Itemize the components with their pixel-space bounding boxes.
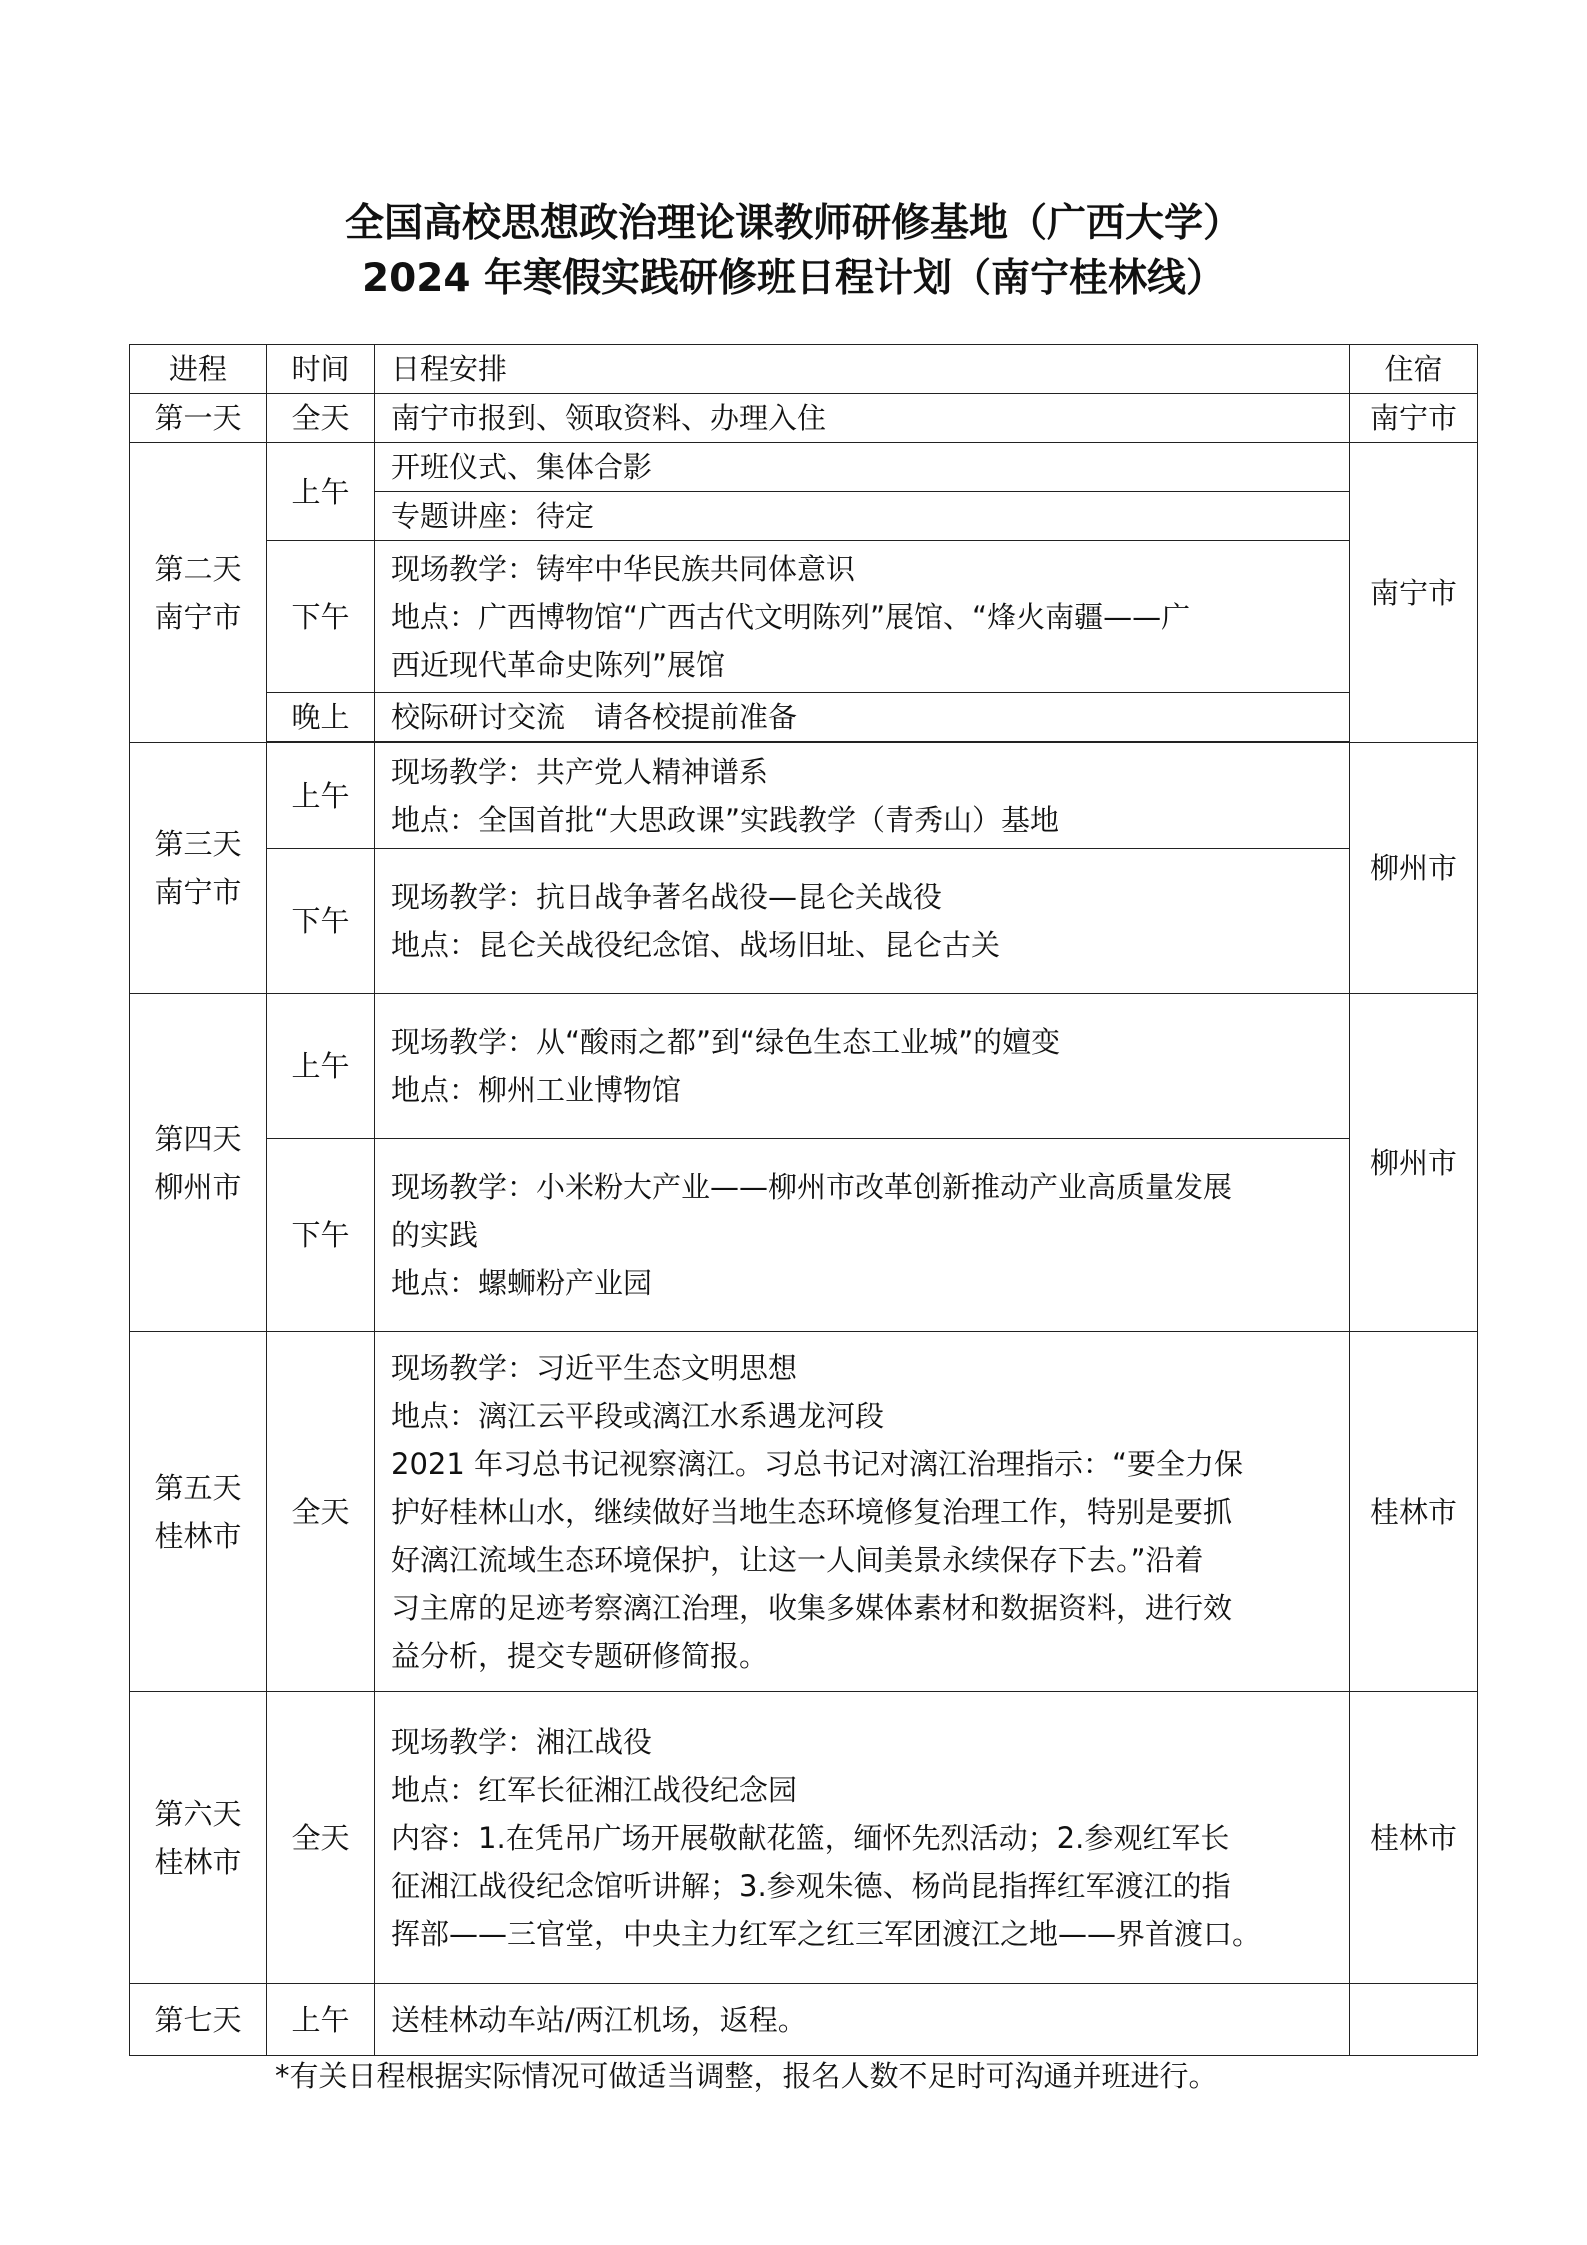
table-row [130, 394, 1478, 443]
day6-line3: 内容：1.在凭吊广场开展敬献花篮，缅怀先烈活动；2.参观红军长 [391, 1820, 1230, 1855]
day5-line1: 现场教学：习近平生态文明思想 [391, 1350, 798, 1385]
day1-label: 第一天 [130, 394, 267, 443]
day2-lodging: 南宁市 [1350, 443, 1478, 743]
day5-lodging: 桂林市 [1350, 1332, 1478, 1692]
day6-lodging: 桂林市 [1350, 1692, 1478, 1984]
day5-line4: 护好桂林山水，继续做好当地生态环境修复治理工作，特别是要抓 [391, 1494, 1233, 1529]
day6-plan-cell [375, 1692, 1350, 1984]
day5-line6: 习主席的足迹考察漓江治理，收集多媒体素材和数据资料，进行效 [391, 1590, 1233, 1625]
table-row [130, 541, 1478, 693]
day4-am-line1: 现场教学：从“酸雨之都”到“绿色生态工业城”的嬗变 [391, 1025, 1061, 1059]
schedule-table [129, 344, 1478, 2056]
day2-pm-label: 下午 [267, 541, 375, 693]
day7-label: 第七天 [130, 1984, 267, 2056]
day1-time: 全天 [267, 394, 375, 443]
day4-pm-label: 下午 [267, 1139, 375, 1332]
day4-am-label: 上午 [267, 994, 375, 1139]
day3-pm-cell [375, 849, 1350, 994]
table-row [130, 849, 1478, 994]
header-time: 时间 [267, 345, 375, 394]
day6-line4: 征湘江战役纪念馆听讲解；3.参观朱德、杨尚昆指挥红军渡江的指 [391, 1868, 1231, 1903]
day4-pm-line1: 现场教学：小米粉大产业——柳州市改革创新推动产业高质量发展 [391, 1170, 1233, 1204]
day5-plan-cell [375, 1332, 1350, 1692]
day3-pm-label: 下午 [267, 849, 375, 994]
day5-label-cell [130, 1332, 267, 1692]
day3-am-cell [375, 743, 1350, 849]
table-row [130, 994, 1478, 1139]
day2-pm-cell [375, 541, 1350, 693]
header-schedule: 日程安排 [375, 345, 1350, 394]
day1-plan: 南宁市报到、领取资料、办理入住 [375, 394, 1350, 443]
day2-am-label: 上午 [267, 443, 375, 541]
day5-line3: 2021 年习总书记视察漓江。习总书记对漓江治理指示：“要全力保 [391, 1446, 1244, 1481]
day6-label-cell [130, 1692, 267, 1984]
day6-line5: 挥部——三官堂，中央主力红军之红三军团渡江之地——界首渡口。 [391, 1916, 1262, 1951]
day4-am-cell [375, 994, 1350, 1139]
day3-lodging: 柳州市 [1350, 743, 1478, 994]
day6-line2: 地点：红军长征湘江战役纪念园 [391, 1772, 798, 1807]
day2-pm-line1: 现场教学：铸牢中华民族共同体意识 [391, 551, 856, 586]
day2-eve-line1: 校际研讨交流 请各校提前准备 [375, 693, 1350, 742]
footnote: *有关日程根据实际情况可做适当调整，报名人数不足时可沟通并班进行。 [275, 2059, 1218, 2093]
day3-pm-line2: 地点：昆仑关战役纪念馆、战场旧址、昆仑古关 [391, 928, 1001, 962]
table-row [130, 1139, 1478, 1332]
document-title-line2: 2024 年寒假实践研修班日程计划（南宁桂林线） [361, 256, 1226, 301]
day2-pm-line3: 西近现代革命史陈列”展馆 [391, 647, 726, 682]
day2-label: 第二天 [154, 551, 242, 586]
day3-am-label: 上午 [267, 743, 375, 849]
header-lodging: 住宿 [1350, 345, 1478, 394]
day6-line1: 现场教学：湘江战役 [391, 1724, 653, 1759]
header-progress: 进程 [130, 345, 267, 394]
document-title-line1: 全国高校思想政治理论课教师研修基地（广西大学） [344, 201, 1242, 246]
day1-lodging: 南宁市 [1350, 394, 1478, 443]
day7-plan: 送桂林动车站/两江机场，返程。 [375, 1984, 1350, 2056]
day3-pm-line1: 现场教学：抗日战争著名战役—昆仑关战役 [391, 880, 943, 914]
table-header-row [130, 345, 1478, 394]
table-row [130, 443, 1478, 492]
day4-pm-cell [375, 1139, 1350, 1332]
day5-time: 全天 [267, 1332, 375, 1692]
day6-time: 全天 [267, 1692, 375, 1984]
day5-line5: 好漓江流域生态环境保护，让这一人间美景永续保存下去。”沿着 [391, 1542, 1204, 1577]
day7-time: 上午 [267, 1984, 375, 2056]
day3-label: 第三天 [154, 827, 242, 861]
day2-city: 南宁市 [154, 599, 242, 634]
day5-line7: 益分析，提交专题研修简报。 [391, 1638, 769, 1673]
table-row [130, 693, 1478, 742]
day3-am-line2: 地点：全国首批“大思政课”实践教学（青秀山）基地 [391, 802, 1060, 837]
day6-label: 第六天 [154, 1796, 242, 1831]
day4-am-line2: 地点：柳州工业博物馆 [391, 1073, 682, 1107]
table-row [130, 1332, 1478, 1692]
day2-pm-line2: 地点：广西博物馆“广西古代文明陈列”展馆、“烽火南疆——广 [391, 599, 1191, 634]
day2-eve-label: 晚上 [267, 693, 375, 742]
day5-line2: 地点：漓江云平段或漓江水系遇龙河段 [391, 1398, 885, 1433]
table-row [130, 1692, 1478, 1984]
day4-label-cell [130, 994, 267, 1332]
day4-label: 第四天 [154, 1121, 242, 1156]
day4-lodging: 柳州市 [1350, 994, 1478, 1332]
day5-label: 第五天 [154, 1470, 242, 1505]
day3-label-cell [130, 743, 267, 994]
day2-am-line2: 专题讲座：待定 [375, 492, 1350, 541]
day4-pm-line3: 地点：螺蛳粉产业园 [391, 1266, 653, 1300]
table-row [130, 743, 1478, 849]
day2-label-cell [130, 443, 267, 743]
day5-city: 桂林市 [154, 1518, 242, 1553]
day3-am-line1: 现场教学：共产党人精神谱系 [391, 754, 769, 789]
day3-city: 南宁市 [154, 875, 242, 909]
day4-pm-line2: 的实践 [391, 1218, 479, 1252]
day6-city: 桂林市 [154, 1844, 242, 1879]
day2-am-line1: 开班仪式、集体合影 [375, 443, 1350, 492]
day7-lodging [1350, 1984, 1478, 2056]
day4-city: 柳州市 [154, 1169, 242, 1204]
table-row [130, 1984, 1478, 2056]
